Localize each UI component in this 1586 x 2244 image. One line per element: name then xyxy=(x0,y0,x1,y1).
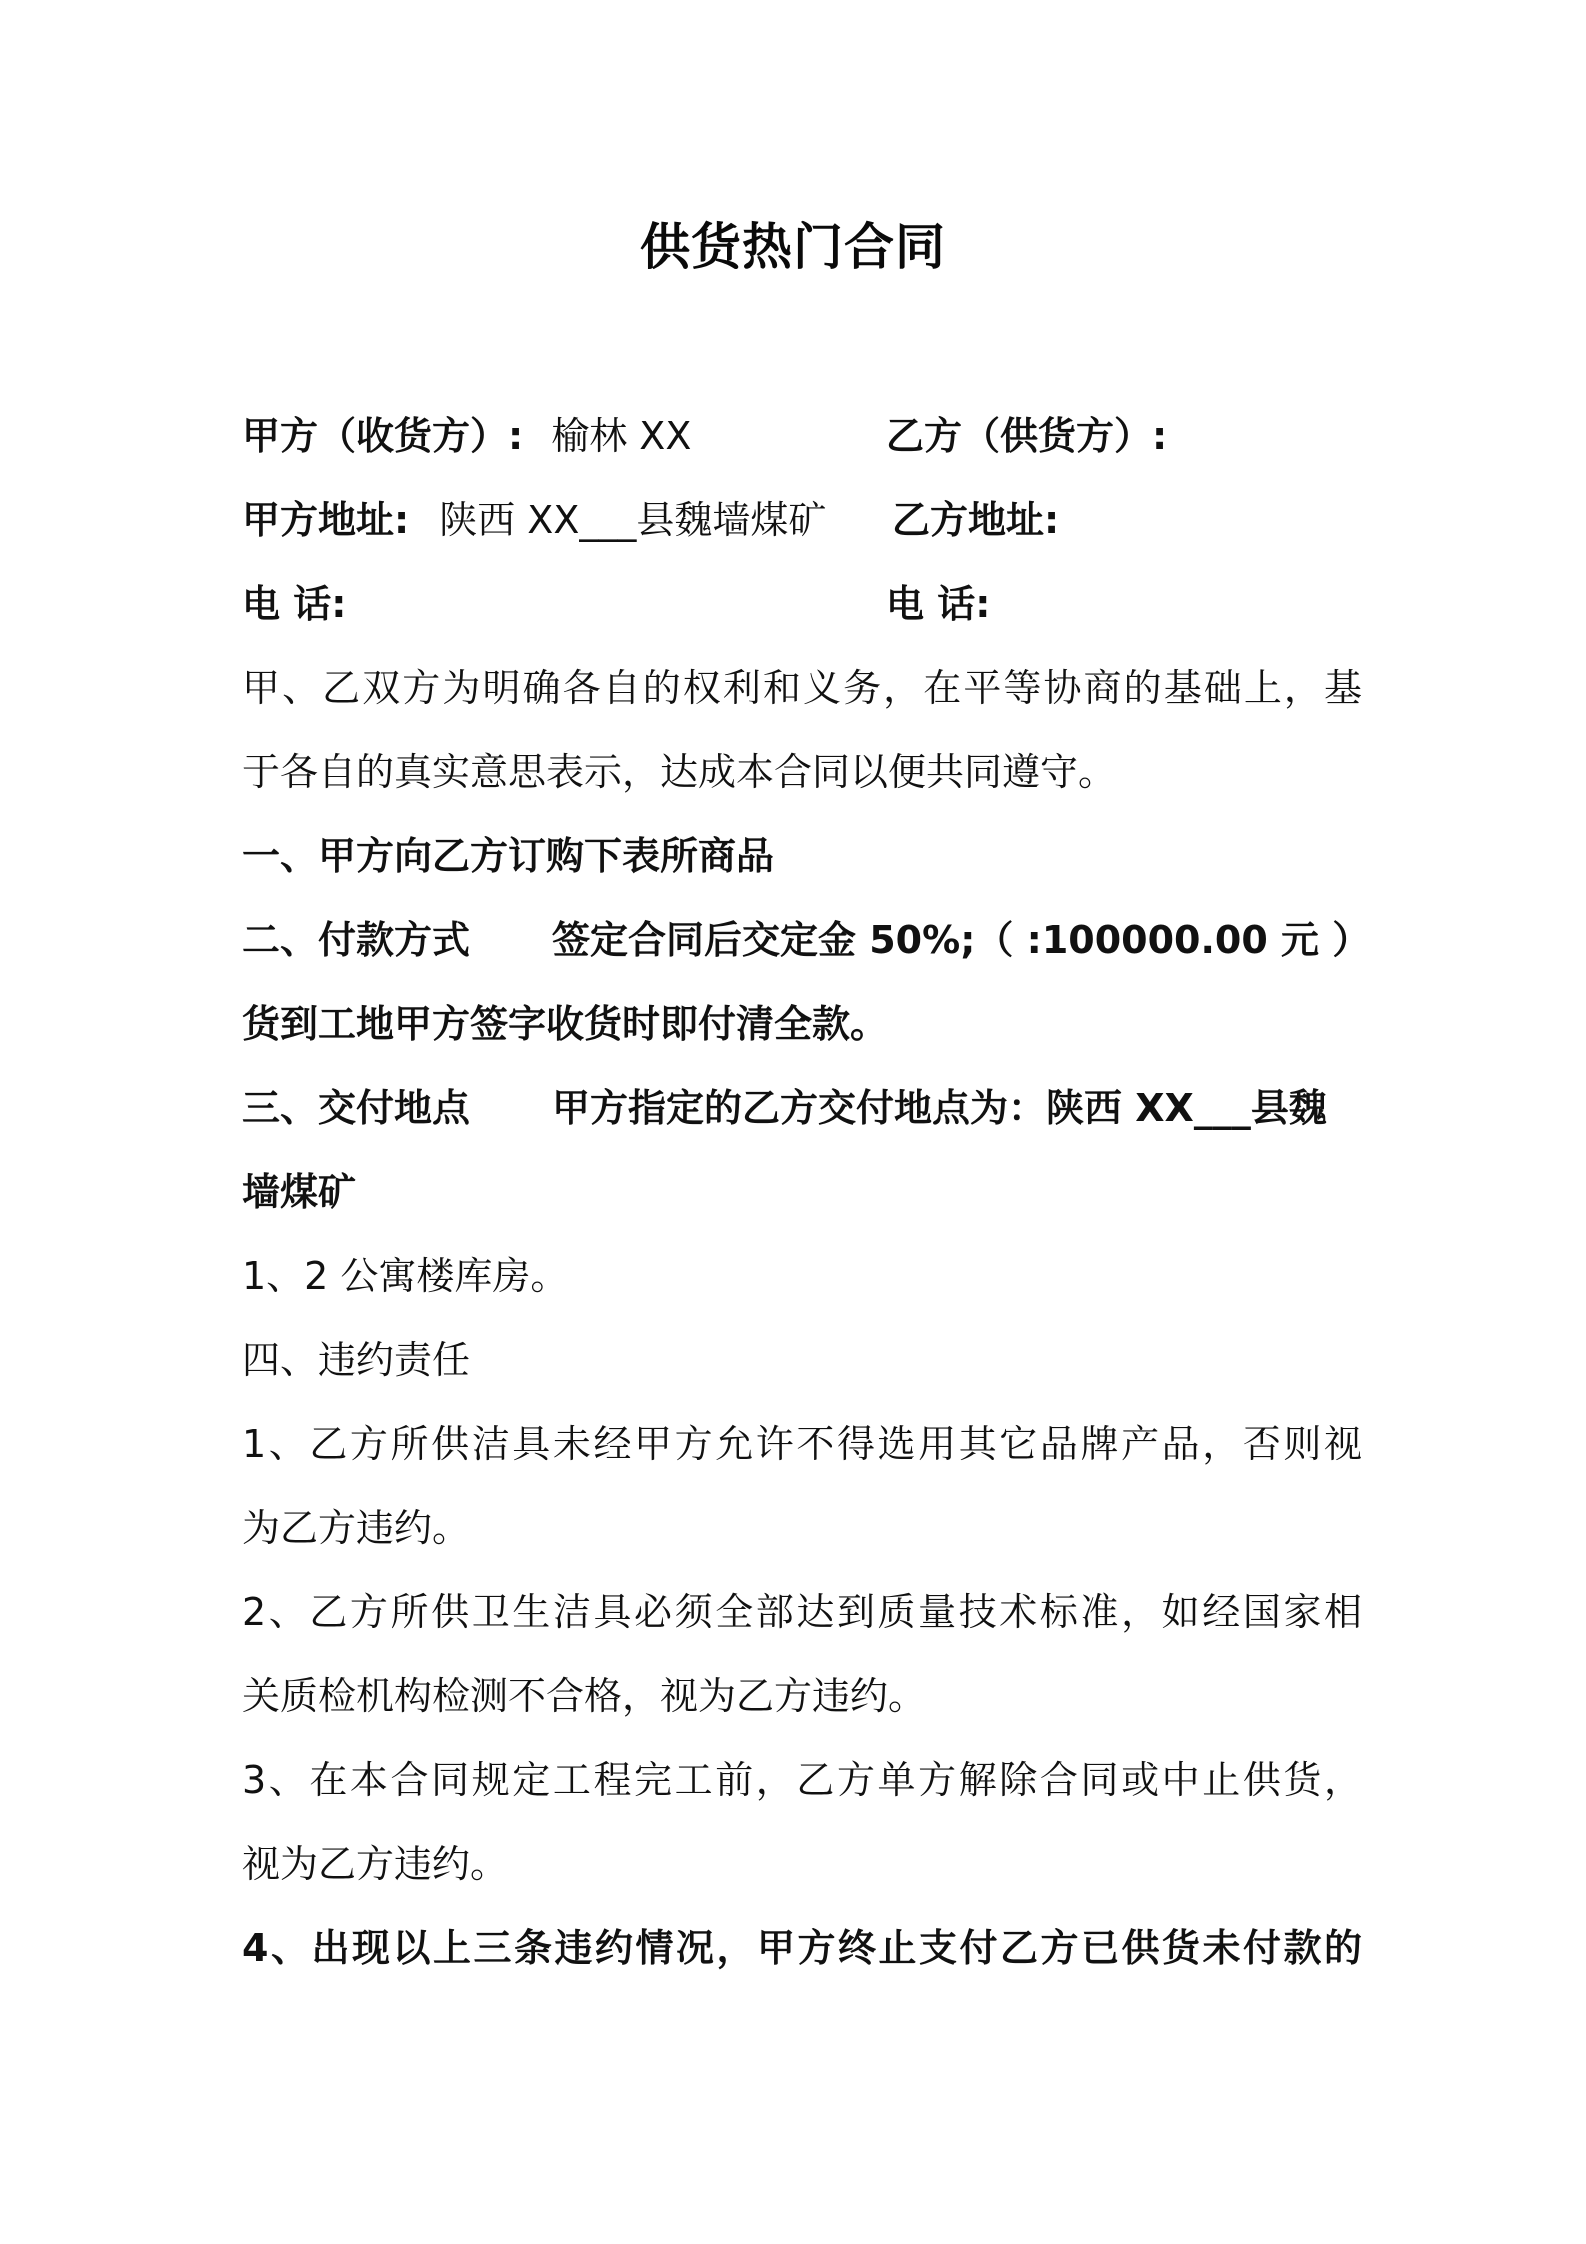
section-2-heading: 二、付款方式 xyxy=(242,918,471,962)
party-a-phone-label: 电 话: xyxy=(242,582,347,626)
section-4-item-2-line-2: 关质检机构检测不合格，视为乙方违约。 xyxy=(242,1674,927,1718)
party-a-address-label: 甲方地址: xyxy=(242,498,410,542)
party-a-address-value: 陕西 XX___县魏墙煤矿 xyxy=(439,498,827,542)
party-b-phone-label: 电 话: xyxy=(886,582,991,626)
section-4-item-4-line-1: 4、出现以上三条违约情况，甲方终止支付乙方已供货未付款的 xyxy=(242,1926,1362,1970)
party-a-address-block xyxy=(242,492,826,548)
section-2-text: 签定合同后交定金 50%;（ :100000.00 元 ） xyxy=(552,918,1371,962)
intro-line-1: 甲、乙双方为明确各自的权利和义务，在平等协商的基础上，基 xyxy=(242,666,1362,710)
section-3-text: 甲方指定的乙方交付地点为：陕西 XX___县魏 xyxy=(552,1086,1327,1130)
section-4-item-1-line-1: 1、乙方所供洁具未经甲方允许不得选用其它品牌产品，否则视 xyxy=(242,1422,1362,1466)
party-b-label: 乙方（供货方）: xyxy=(886,414,1168,458)
document-title: 供货热门合同 xyxy=(640,218,946,276)
section-3-line-2: 墙煤矿 xyxy=(242,1170,357,1214)
party-b-address-label: 乙方地址: xyxy=(892,498,1060,542)
section-2-line-2: 货到工地甲方签字收货时即付清全款。 xyxy=(242,1002,889,1046)
section-2-row xyxy=(242,912,1371,968)
section-4-heading: 四、违约责任 xyxy=(242,1338,471,1382)
section-3-item-1: 1、2 公寓楼库房。 xyxy=(242,1254,569,1298)
section-3-heading: 三、交付地点 xyxy=(242,1086,471,1130)
section-3-row xyxy=(242,1080,1362,1136)
section-4-item-1-line-2: 为乙方违约。 xyxy=(242,1506,471,1550)
section-4-item-2-line-1: 2、乙方所供卫生洁具必须全部达到质量技术标准，如经国家相 xyxy=(242,1590,1362,1634)
party-a-label: 甲方（收货方）: xyxy=(242,414,524,458)
intro-line-2: 于各自的真实意思表示，达成本合同以便共同遵守。 xyxy=(242,750,1117,794)
party-a-value: 榆林 XX xyxy=(551,414,692,458)
section-4-item-3-line-1: 3、在本合同规定工程完工前，乙方单方解除合同或中止供货， xyxy=(242,1758,1362,1802)
party-a-block xyxy=(242,408,691,464)
section-1-heading: 一、甲方向乙方订购下表所商品 xyxy=(242,834,775,878)
section-4-item-3-line-2: 视为乙方违约。 xyxy=(242,1842,509,1886)
